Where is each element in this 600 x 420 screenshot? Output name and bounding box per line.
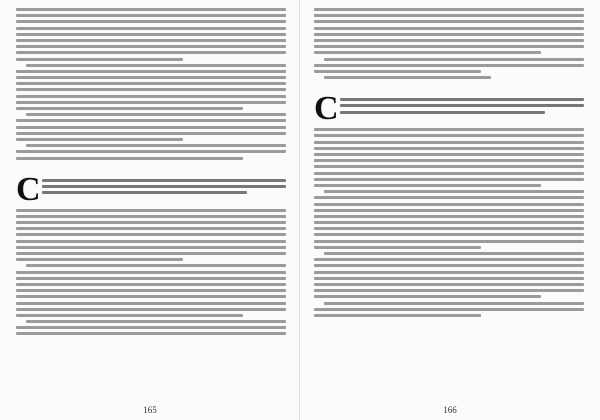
entry-heading [314, 90, 584, 128]
drop-cap: С [314, 90, 339, 128]
entry-heading [16, 170, 286, 208]
drop-cap: С [16, 170, 41, 208]
page-number: 166 [443, 405, 457, 415]
right-column [314, 8, 584, 400]
page-number: 165 [143, 405, 157, 415]
right-page [300, 0, 600, 420]
left-column [16, 8, 286, 400]
